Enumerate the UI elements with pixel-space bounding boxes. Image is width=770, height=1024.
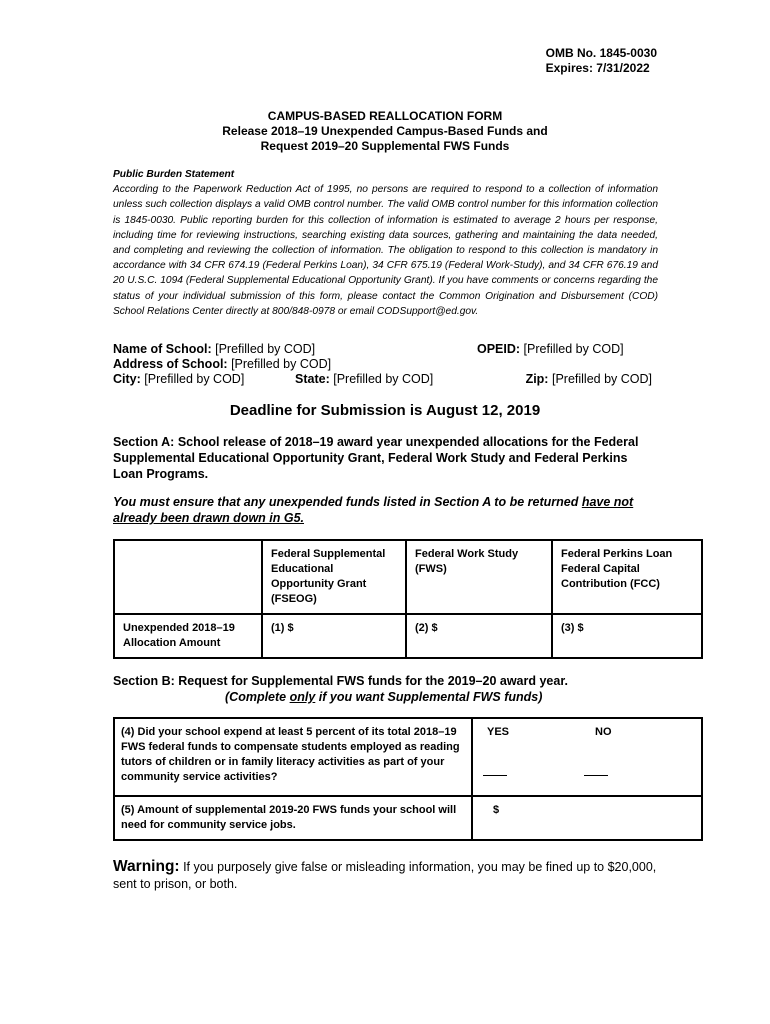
fseog-amount-cell[interactable]: (1) $ (262, 614, 406, 658)
zip-group (526, 372, 652, 387)
submission-deadline: Deadline for Submission is August 12, 2019 (229, 402, 541, 419)
yes-no-group (479, 725, 695, 789)
state-label: State: (295, 372, 330, 386)
address-value: [Prefilled by COD] (231, 357, 332, 371)
section-a-table (113, 539, 703, 659)
question-5-row (114, 796, 702, 840)
city-state-zip-row (113, 372, 658, 387)
section-a-value-row (114, 614, 702, 658)
question-5-text: (5) Amount of supplemental 2019-20 FWS funds your school will need for community service jobs. (114, 796, 472, 840)
question-5-dollar: $ (493, 804, 500, 816)
unexpended-row-label: Unexpended 2018–19 Allocation Amount (114, 614, 262, 658)
fws-amount-cell[interactable]: (2) $ (406, 614, 552, 658)
omb-block (546, 46, 657, 76)
perkins-amount-cell[interactable]: (3) $ (552, 614, 702, 658)
question-5-amount-cell[interactable] (472, 796, 702, 840)
section-b-sub-underlined: only (289, 690, 316, 704)
perkins-header: Federal Perkins Loan Federal Capital Contribution (FCC) (552, 540, 702, 614)
title-line-2: Release 2018–19 Unexpended Campus-Based Funds and (222, 124, 548, 138)
school-name-row (113, 342, 658, 357)
zip-value: [Prefilled by COD] (551, 372, 652, 386)
zip-label: Zip: (525, 372, 549, 386)
expiration-date: Expires: 7/31/2022 (545, 61, 650, 75)
state-group (295, 372, 433, 387)
yes-answer-line[interactable] (483, 775, 507, 776)
opeid-value: [Prefilled by COD] (523, 342, 624, 356)
warning-text: If you purposely give false or misleading information, you may be fined up to $20,000, sent to prison, or both. (113, 860, 657, 891)
yes-label: YES (487, 726, 510, 738)
question-4-row (114, 718, 702, 796)
section-a-header-row (114, 540, 702, 614)
opeid-label: OPEID: (477, 342, 521, 356)
state-value: [Prefilled by COD] (333, 372, 434, 386)
section-a-warning (113, 494, 658, 526)
no-answer-line[interactable] (584, 775, 608, 776)
section-b-table (113, 717, 703, 841)
question-4-answer-cell (472, 718, 702, 796)
section-b-sub-suffix: if you want Supplemental FWS funds) (315, 690, 543, 704)
question-4-text: (4) Did your school expend at least 5 percent of its total 2018–19 FWS federal funds to compensate students employed as reading tutors of children or in family literacy activities as part of your community service activities? (114, 718, 472, 796)
section-a-corner-cell (114, 540, 262, 614)
section-a-heading: Section A: School release of 2018–19 award year unexpended allocations for the Federal Supplemental Educational Opportunity Grant, Federal Work Study and Federal Perkins Loan Programs. (113, 435, 639, 481)
burden-text: According to the Paperwork Reduction Act of 1995, no persons are required to respond to a collection of information unless such collection displays a valid OMB control number. The valid OMB control number for this information collection is 1845-0030. Public reporting burden for this collection of information is estimated to average 2 hours per response, including time for reviewing instructions, searching existing data sources, gathering and maintaining the data needed, and completing and reviewing the collection of information. The obligation to respond to this collection is mandatory in accordance with 34 CFR 674.19 (Federal Perkins Loan), 34 CFR 675.19 (Federal Work-Study), and 34 CFR 676.19 and 20 U.S.C. 1094 (Federal Supplemental Educational Opportunity Grant). If you have comments or concerns regarding the status of your individual submission of this form, please contact the Common Origination and Disbursement (COD) School Relations Center directly at 800/848-0978 or email CODSupport@ed.gov. (113, 184, 658, 317)
address-label: Address of School: (113, 357, 228, 371)
city-label: City: (113, 372, 141, 386)
title-line-3: Request 2019–20 Supplemental FWS Funds (260, 139, 510, 153)
omb-number: OMB No. 1845-0030 (545, 46, 657, 60)
school-name-value: [Prefilled by COD] (215, 342, 316, 356)
form-title (0, 109, 770, 154)
fseog-header: Federal Supplemental Educational Opportunity Grant (FSEOG) (262, 540, 406, 614)
school-info (113, 342, 658, 387)
title-line-1: CAMPUS-BASED REALLOCATION FORM (267, 109, 503, 123)
section-a-warning-underlined: have not already been drawn down in G5. (113, 495, 634, 525)
section-b-sub-prefix: (Complete (225, 690, 290, 704)
school-address-row (113, 357, 658, 372)
burden-heading: Public Burden Statement (113, 169, 235, 180)
warning-heading: Warning: (113, 858, 180, 875)
section-b-subheading (113, 689, 658, 705)
section-a-warning-text: You must ensure that any unexpended funds listed in Section A to be returned (113, 495, 582, 509)
city-value: [Prefilled by COD] (144, 372, 245, 386)
no-label: NO (595, 726, 612, 738)
penalty-warning (113, 858, 658, 893)
public-burden-statement (113, 167, 658, 319)
section-b-heading: Section B: Request for Supplemental FWS funds for the 2019–20 award year. (113, 674, 568, 688)
school-name-label: Name of School: (113, 342, 212, 356)
opeid-group (477, 342, 624, 357)
fws-header: Federal Work Study (FWS) (406, 540, 552, 614)
section-b-heading-block (113, 673, 658, 705)
